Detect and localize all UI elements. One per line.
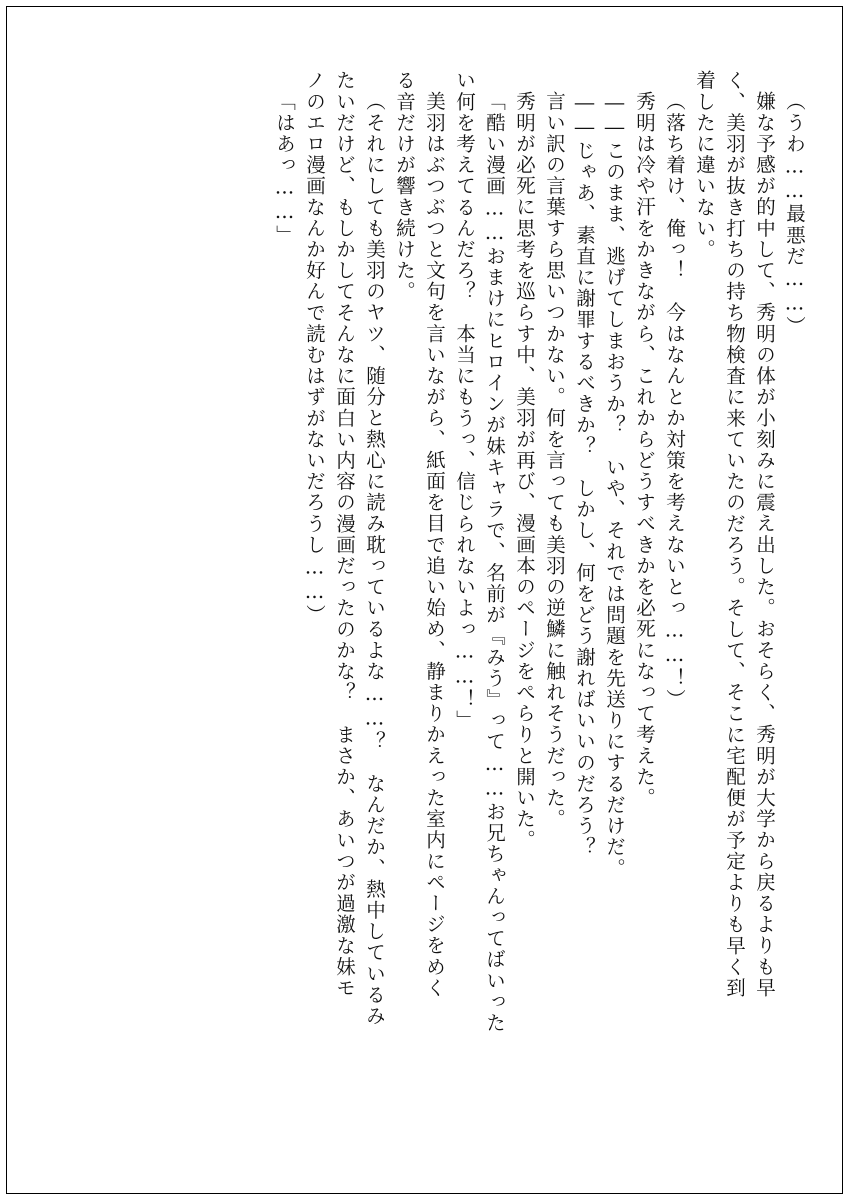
- text-line: る音だけが響き続けた。: [393, 70, 416, 303]
- text-line: 「酷い漫画……おまけにヒロインが妹キャラで、名前が『みう』って……お兄ちゃんってばいった: [483, 91, 506, 1034]
- text-line: 「はあっ……」: [273, 91, 296, 246]
- text-line: い何を考えてるんだろ？ 本当にもうっ、信じられないよっ……！」: [453, 70, 476, 732]
- text-line: く、美羽が抜き打ちの持ち物検査に来ていたのだろう。そして、そこに宅配便が予定よりも早く到: [723, 70, 746, 999]
- vertical-text-body: [44, 70, 804, 1132]
- text-line: 秀明が必死に思考を巡らす中、美羽が再び、漫画本のページをぺらりと開いた。: [513, 91, 536, 851]
- text-line: ――じゃあ、素直に謝罪するべきか？ しかし、何をどう謝ればいいのだろう？: [573, 91, 596, 858]
- text-line: 言い訳の言葉すら思いつかない。何を言っても美羽の逆鱗に触れそうだった。: [543, 91, 566, 830]
- text-line: 美羽はぶつぶつと文句を言いながら、紙面を目で追い始め、静まりかえった室内にページをめく: [423, 91, 446, 999]
- text-line: 秀明は冷や汗をかきながら、これからどうすべきかを必死になって考えた。: [633, 91, 656, 809]
- text-line: （落ち着け、俺っ！ 今はなんとか対策を考えないとっ……！）: [663, 91, 686, 710]
- text-line: ノのエロ漫画なんか好んで読むはずがないだろうし……）: [303, 70, 326, 626]
- text-line: ――このまま、逃げてしまおうか？ いや、それでは問題を先送りにするだけだ。: [603, 91, 626, 879]
- text-line: （うわ……最悪だ……）: [783, 91, 806, 338]
- text-line: 嫌な予感が的中して、秀明の体が小刻みに震え出した。おそらく、秀明が大学から戻るよりも早: [753, 91, 776, 999]
- text-line: （それにしても美羽のヤツ、随分と熱心に読み耽っているよな……？ なんだか、熱中しているみ: [363, 91, 386, 1027]
- text-line: たいだけど、もしかしてそんなに面白い内容の漫画だったのかな？ まさか、あいつが過激な妹モ: [333, 70, 356, 999]
- text-line: 着したに違いない。: [693, 70, 716, 260]
